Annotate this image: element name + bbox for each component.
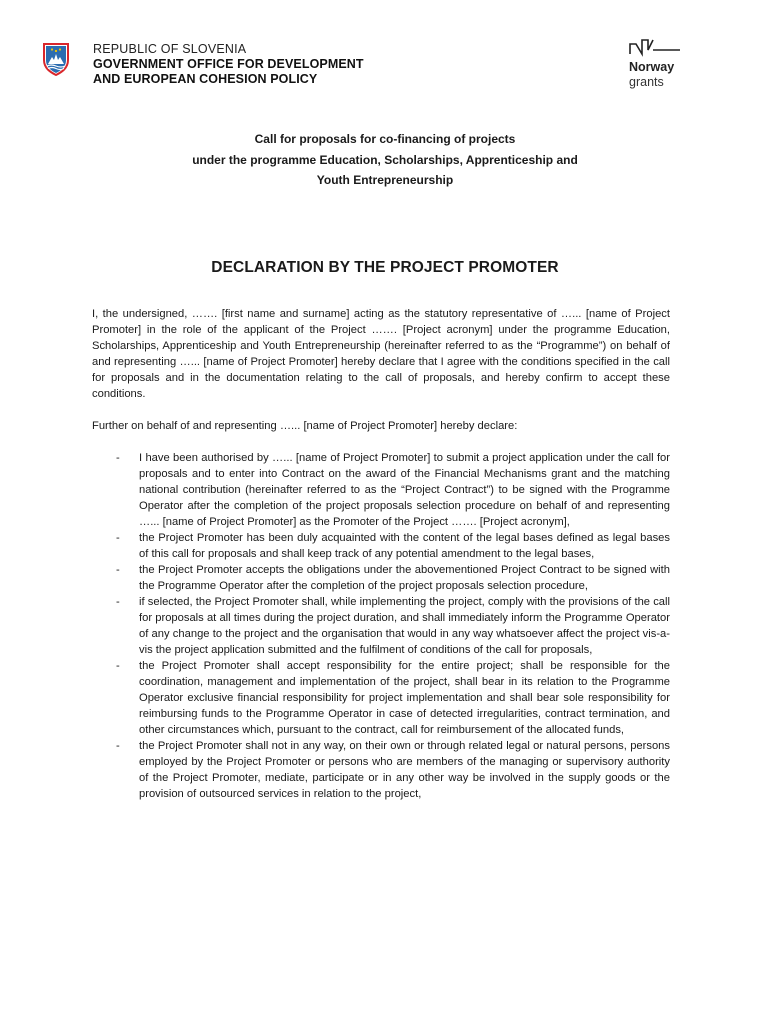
list-item-text: if selected, the Project Promoter shall, while implementing the project, comply with the provisions of the call for proposals at all times during the project duration, and shall immediately inform the Programme Operator of any change to the project and the organisation that would in any way whatsoever affect the project vis-a-vis the project application submitted and the fulfilment of conditions of the call for proposals,	[139, 596, 670, 656]
list-bullet: -	[116, 452, 120, 464]
list-item	[92, 594, 670, 658]
list-bullet: -	[116, 532, 120, 544]
government-office-name	[93, 42, 364, 87]
declaration-list	[92, 450, 670, 802]
slovenia-coat-of-arms-icon	[42, 42, 70, 76]
list-bullet: -	[116, 660, 120, 672]
norway-grants-mark-icon	[629, 38, 681, 60]
declaration-paragraph: I, the undersigned, ……. [first name and surname] acting as the statutory representative of …... [name of Project Promoter] in the role of the applicant of the Project ……. [Project acronym] under the programme Education, Scholarships, Apprenticeship and Youth Entrepreneurship (hereinafter referred to as the “Programme”) on behalf of and representing …... [name of Project Promoter] hereby declare that I agree with the conditions specified in the call for proposals and in the documentation relating to the call of proposals, and hereby confirm to accept these conditions.	[92, 308, 670, 400]
list-item-text: I have been authorised by …... [name of Project Promoter] to submit a project application under the call for proposals and to enter into Contract on the award of the Financial Mechanisms grant and the matching national contribution (hereinafter referred to as the “Project Contract”) to be signed with the Programme Operator after the completion of the project proposals selection procedure on behalf of and representing …... [name of Project Promoter] as the Promoter of the Project ……. [Project acronym],	[139, 452, 670, 528]
call-line-1: Call for proposals for co-financing of projects	[254, 132, 516, 146]
list-item	[92, 450, 670, 530]
norway-grants-logo	[626, 36, 686, 96]
list-bullet: -	[116, 596, 120, 608]
gov-line-3: AND EUROPEAN COHESION POLICY	[93, 72, 318, 86]
gov-line-1: REPUBLIC OF SLOVENIA	[93, 42, 247, 56]
list-item	[92, 658, 670, 738]
further-declare-paragraph: Further on behalf of and representing …... [name of Project Promoter] hereby declare:	[92, 420, 518, 432]
list-item	[92, 738, 670, 802]
list-item-text: the Project Promoter shall not in any way, on their own or through related legal or natural persons, persons employed by the Project Promoter or persons who are members of the managing or supervisory authority of the Project Promoter, mediate, participate or in any other way be involved in the supply goods or the provision of outsourced services in relation to the project,	[139, 740, 670, 800]
list-item	[92, 530, 670, 562]
list-bullet: -	[116, 564, 120, 576]
list-bullet: -	[116, 740, 120, 752]
call-line-3: Youth Entrepreneurship	[316, 173, 454, 187]
list-item-text: the Project Promoter has been duly acquainted with the content of the legal bases defined as legal bases of this call for proposals and shall keep track of any potential amendment to the legal bases,	[139, 532, 670, 560]
grants-label: grants	[629, 75, 664, 89]
list-item	[92, 562, 670, 594]
call-line-2: under the programme Education, Scholarships, Apprenticeship and	[192, 152, 578, 167]
page-header	[0, 0, 770, 100]
gov-line-2: GOVERNMENT OFFICE FOR DEVELOPMENT	[93, 57, 364, 71]
document-title: DECLARATION BY THE PROJECT PROMOTER	[211, 259, 559, 276]
norway-label: Norway	[629, 60, 675, 74]
call-for-proposals-heading	[0, 129, 770, 191]
list-item-text: the Project Promoter shall accept responsibility for the entire project; shall be responsible for the coordination, management and implementation of the project, shall bear in its relation to the Programme Operator exclusive financial responsibility for project implementation and shall bear sole responsibility for reimbursing funds to the Programme Operator in case of detected irregularities, contract termination, and other circumstances which, pursuant to the contract, call for reimbursement of the allocated funds,	[139, 660, 670, 736]
list-item-text: the Project Promoter accepts the obligations under the abovementioned Project Contract to be signed with the Programme Operator after the completion of the project proposals selection procedure,	[139, 564, 670, 592]
